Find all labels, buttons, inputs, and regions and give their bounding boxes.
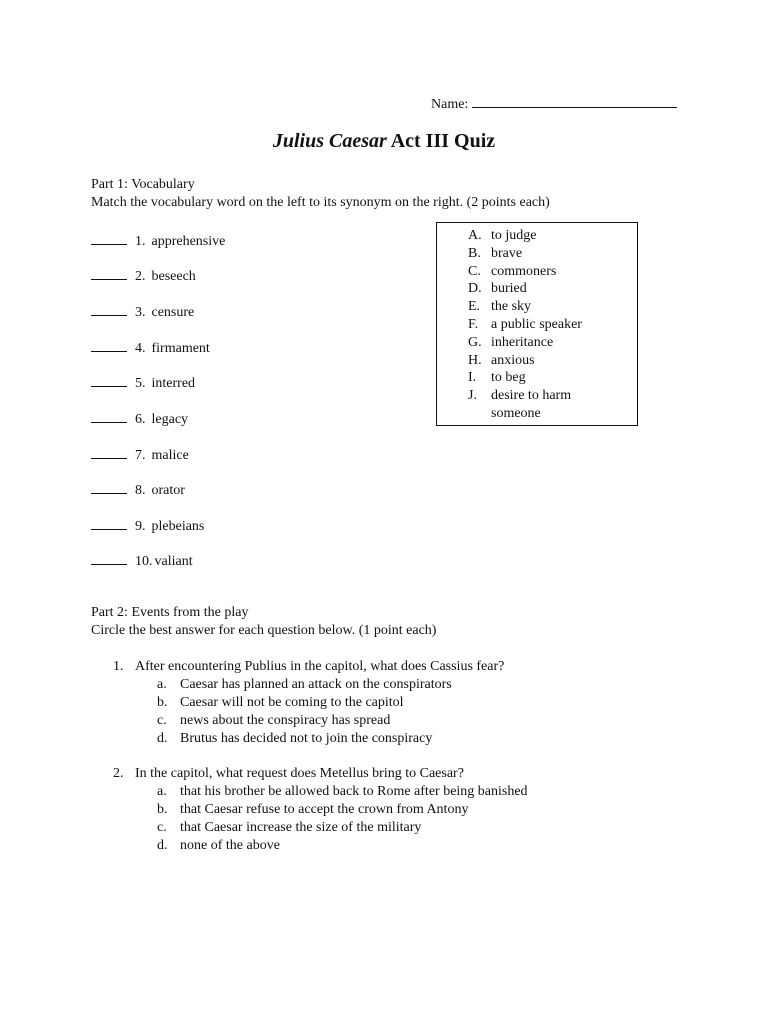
vocab-item: 9. plebeians (91, 516, 204, 535)
vocab-word: interred (151, 376, 196, 391)
vocab-item: 10. valiant (91, 551, 193, 570)
synonym-option: F. a public speaker (468, 317, 582, 332)
synonym-option: B. brave (468, 246, 523, 261)
synonym-option: A. to judge (468, 228, 537, 243)
title-rest: Act III Quiz (386, 130, 496, 152)
answer-choice[interactable]: a. Caesar has planned an attack on the conspirators (157, 677, 452, 692)
vocab-item: 2. beseech (91, 266, 196, 285)
answer-blank[interactable] (91, 373, 127, 387)
vocab-item: 5. interred (91, 373, 195, 392)
question-text: After encountering Publius in the capitol, what does Cassius fear? (135, 659, 505, 674)
synonym-option: H. anxious (468, 353, 535, 368)
part1-instructions: Match the vocabulary word on the left to its synonym on the right. (2 points each) (91, 195, 550, 210)
synonym-option: G. inheritance (468, 335, 554, 350)
answer-blank[interactable] (91, 445, 127, 459)
name-label: Name: (431, 97, 469, 112)
page-title (0, 130, 768, 153)
answer-blank[interactable] (91, 338, 127, 352)
answer-blank[interactable] (91, 302, 127, 316)
synonym-option: J. desire to harm (468, 388, 572, 403)
answer-blank[interactable] (91, 516, 127, 530)
vocab-item: 6. legacy (91, 409, 188, 428)
vocab-item: 7. malice (91, 445, 189, 464)
synonym-option: I. to beg (468, 370, 526, 385)
vocab-word: orator (151, 483, 185, 498)
vocab-word: firmament (151, 341, 210, 356)
vocab-word: plebeians (151, 519, 205, 534)
answer-choice[interactable]: b. that Caesar refuse to accept the crown from Antony (157, 802, 469, 817)
synonym-options-box (436, 222, 638, 426)
synonym-option: C. commoners (468, 264, 557, 279)
answer-choice[interactable]: d. none of the above (157, 838, 280, 853)
part2-heading: Part 2: Events from the play (91, 605, 249, 620)
part2-instructions: Circle the best answer for each question below. (1 point each) (91, 623, 437, 638)
answer-choice[interactable]: d. Brutus has decided not to join the conspiracy (157, 731, 433, 746)
answer-choice[interactable]: c. that Caesar increase the size of the military (157, 820, 422, 835)
answer-choice[interactable]: b. Caesar will not be coming to the capitol (157, 695, 404, 710)
vocab-item: 4. firmament (91, 338, 210, 357)
vocab-word: valiant (154, 554, 193, 569)
vocab-word: legacy (151, 412, 189, 427)
vocab-word: beseech (151, 269, 196, 284)
name-blank-line[interactable] (472, 93, 677, 108)
vocab-item: 3. censure (91, 302, 194, 321)
answer-blank[interactable] (91, 231, 127, 245)
vocab-word: malice (151, 448, 189, 463)
vocab-word: apprehensive (151, 234, 226, 249)
synonym-option: E. the sky (468, 299, 532, 314)
name-field[interactable] (431, 93, 677, 113)
synonym-option: D. buried (468, 281, 527, 296)
answer-blank[interactable] (91, 480, 127, 494)
answer-blank[interactable] (91, 409, 127, 423)
vocab-item: 8. orator (91, 480, 185, 499)
title-play-name: Julius Caesar (272, 130, 387, 152)
answer-choice[interactable]: a. that his brother be allowed back to Rome after being banished (157, 784, 528, 799)
question: 1. After encountering Publius in the capitol, what does Cassius fear? (113, 659, 505, 674)
question-text: In the capitol, what request does Metellus bring to Caesar? (135, 766, 464, 781)
part1-heading: Part 1: Vocabulary (91, 177, 195, 192)
answer-blank[interactable] (91, 266, 127, 280)
vocab-word: censure (151, 305, 195, 320)
answer-blank[interactable] (91, 551, 127, 565)
question: 2. In the capitol, what request does Metellus bring to Caesar? (113, 766, 464, 781)
answer-choice[interactable]: c. news about the conspiracy has spread (157, 713, 391, 728)
synonym-option-continuation: someone (491, 406, 541, 421)
vocab-item: 1. apprehensive (91, 231, 225, 250)
